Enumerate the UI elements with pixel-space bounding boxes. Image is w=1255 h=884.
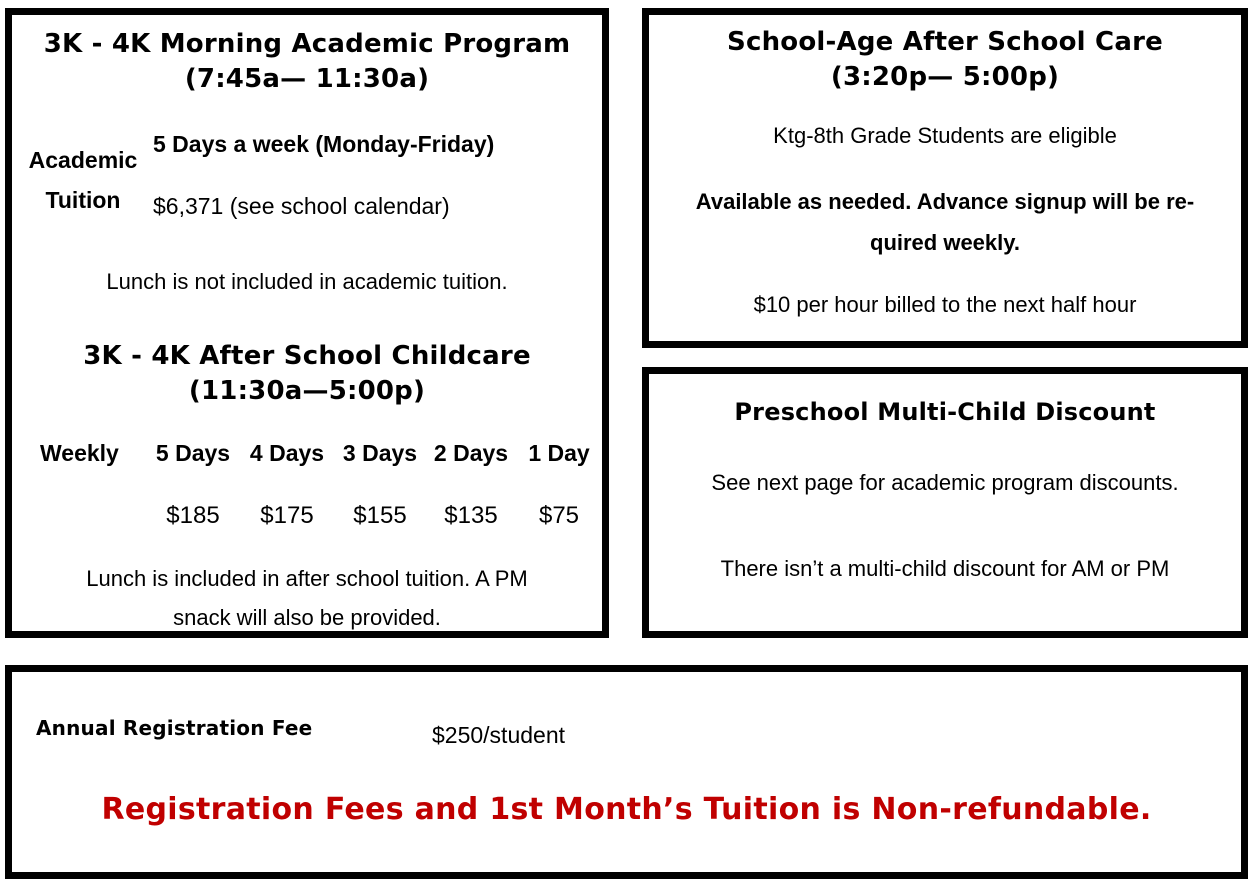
childcare-lunch-note-line1: Lunch is included in after school tuition. A PM	[86, 566, 528, 591]
tuition-label-line2: Tuition	[45, 187, 121, 213]
childcare-title: 3K - 4K After School Childcare	[83, 341, 531, 371]
tuition-label	[22, 140, 144, 220]
morning-program-panel	[5, 8, 609, 638]
school-age-rate: $10 per hour billed to the next half hour	[753, 292, 1137, 317]
school-age-availability-line1: Available as needed. Advance signup will be re-	[695, 189, 1195, 214]
morning-program-heading	[12, 27, 602, 97]
morning-schedule: 5 Days a week (Monday-Friday)	[153, 131, 495, 157]
day-option-4: 4 Days	[249, 440, 325, 466]
weekly-label: Weekly	[40, 440, 119, 466]
multi-child-discount-panel	[642, 367, 1248, 638]
morning-program-hours: (7:45a— 11:30a)	[184, 64, 430, 94]
day-option-3: 3 Days	[342, 440, 418, 466]
school-age-availability-line2: quired weekly.	[870, 230, 1020, 255]
tuition-label-line1: Academic	[28, 147, 138, 173]
registration-fee-label: Annual Registration Fee	[36, 716, 313, 740]
price-option-4: $175	[260, 502, 314, 529]
childcare-heading	[12, 339, 602, 409]
price-option-2: $135	[444, 502, 498, 529]
day-option-1: 1 Day	[528, 440, 590, 466]
registration-fee-amount: $250/student	[432, 722, 566, 748]
day-option-5: 5 Days	[155, 440, 231, 466]
price-option-1: $75	[538, 502, 580, 529]
school-age-hours: (3:20p— 5:00p)	[830, 62, 1060, 92]
school-age-eligibility: Ktg-8th Grade Students are eligible	[773, 123, 1117, 148]
childcare-lunch-note	[12, 559, 602, 637]
school-age-title: School-Age After School Care	[727, 27, 1163, 57]
price-option-5: $185	[166, 502, 220, 529]
day-option-2: 2 Days	[433, 440, 509, 466]
morning-price: $6,371 (see school calendar)	[153, 193, 450, 219]
registration-panel	[5, 665, 1248, 879]
non-refundable-notice: Registration Fees and 1st Month’s Tuition is Non-refundable.	[101, 792, 1152, 827]
morning-program-title: 3K - 4K Morning Academic Program	[43, 29, 571, 59]
school-age-availability	[649, 181, 1241, 263]
childcare-hours: (11:30a—5:00p)	[188, 376, 426, 406]
morning-lunch-note: Lunch is not included in academic tuition.	[106, 269, 508, 294]
discount-title: Preschool Multi-Child Discount	[734, 398, 1156, 426]
discount-note-1: See next page for academic program discounts.	[711, 470, 1179, 495]
childcare-lunch-note-line2: snack will also be provided.	[173, 605, 441, 630]
discount-note-2: There isn’t a multi-child discount for AM or PM	[720, 556, 1170, 581]
school-age-care-panel	[642, 8, 1248, 348]
price-option-3: $155	[353, 502, 407, 529]
school-age-heading	[649, 25, 1241, 95]
